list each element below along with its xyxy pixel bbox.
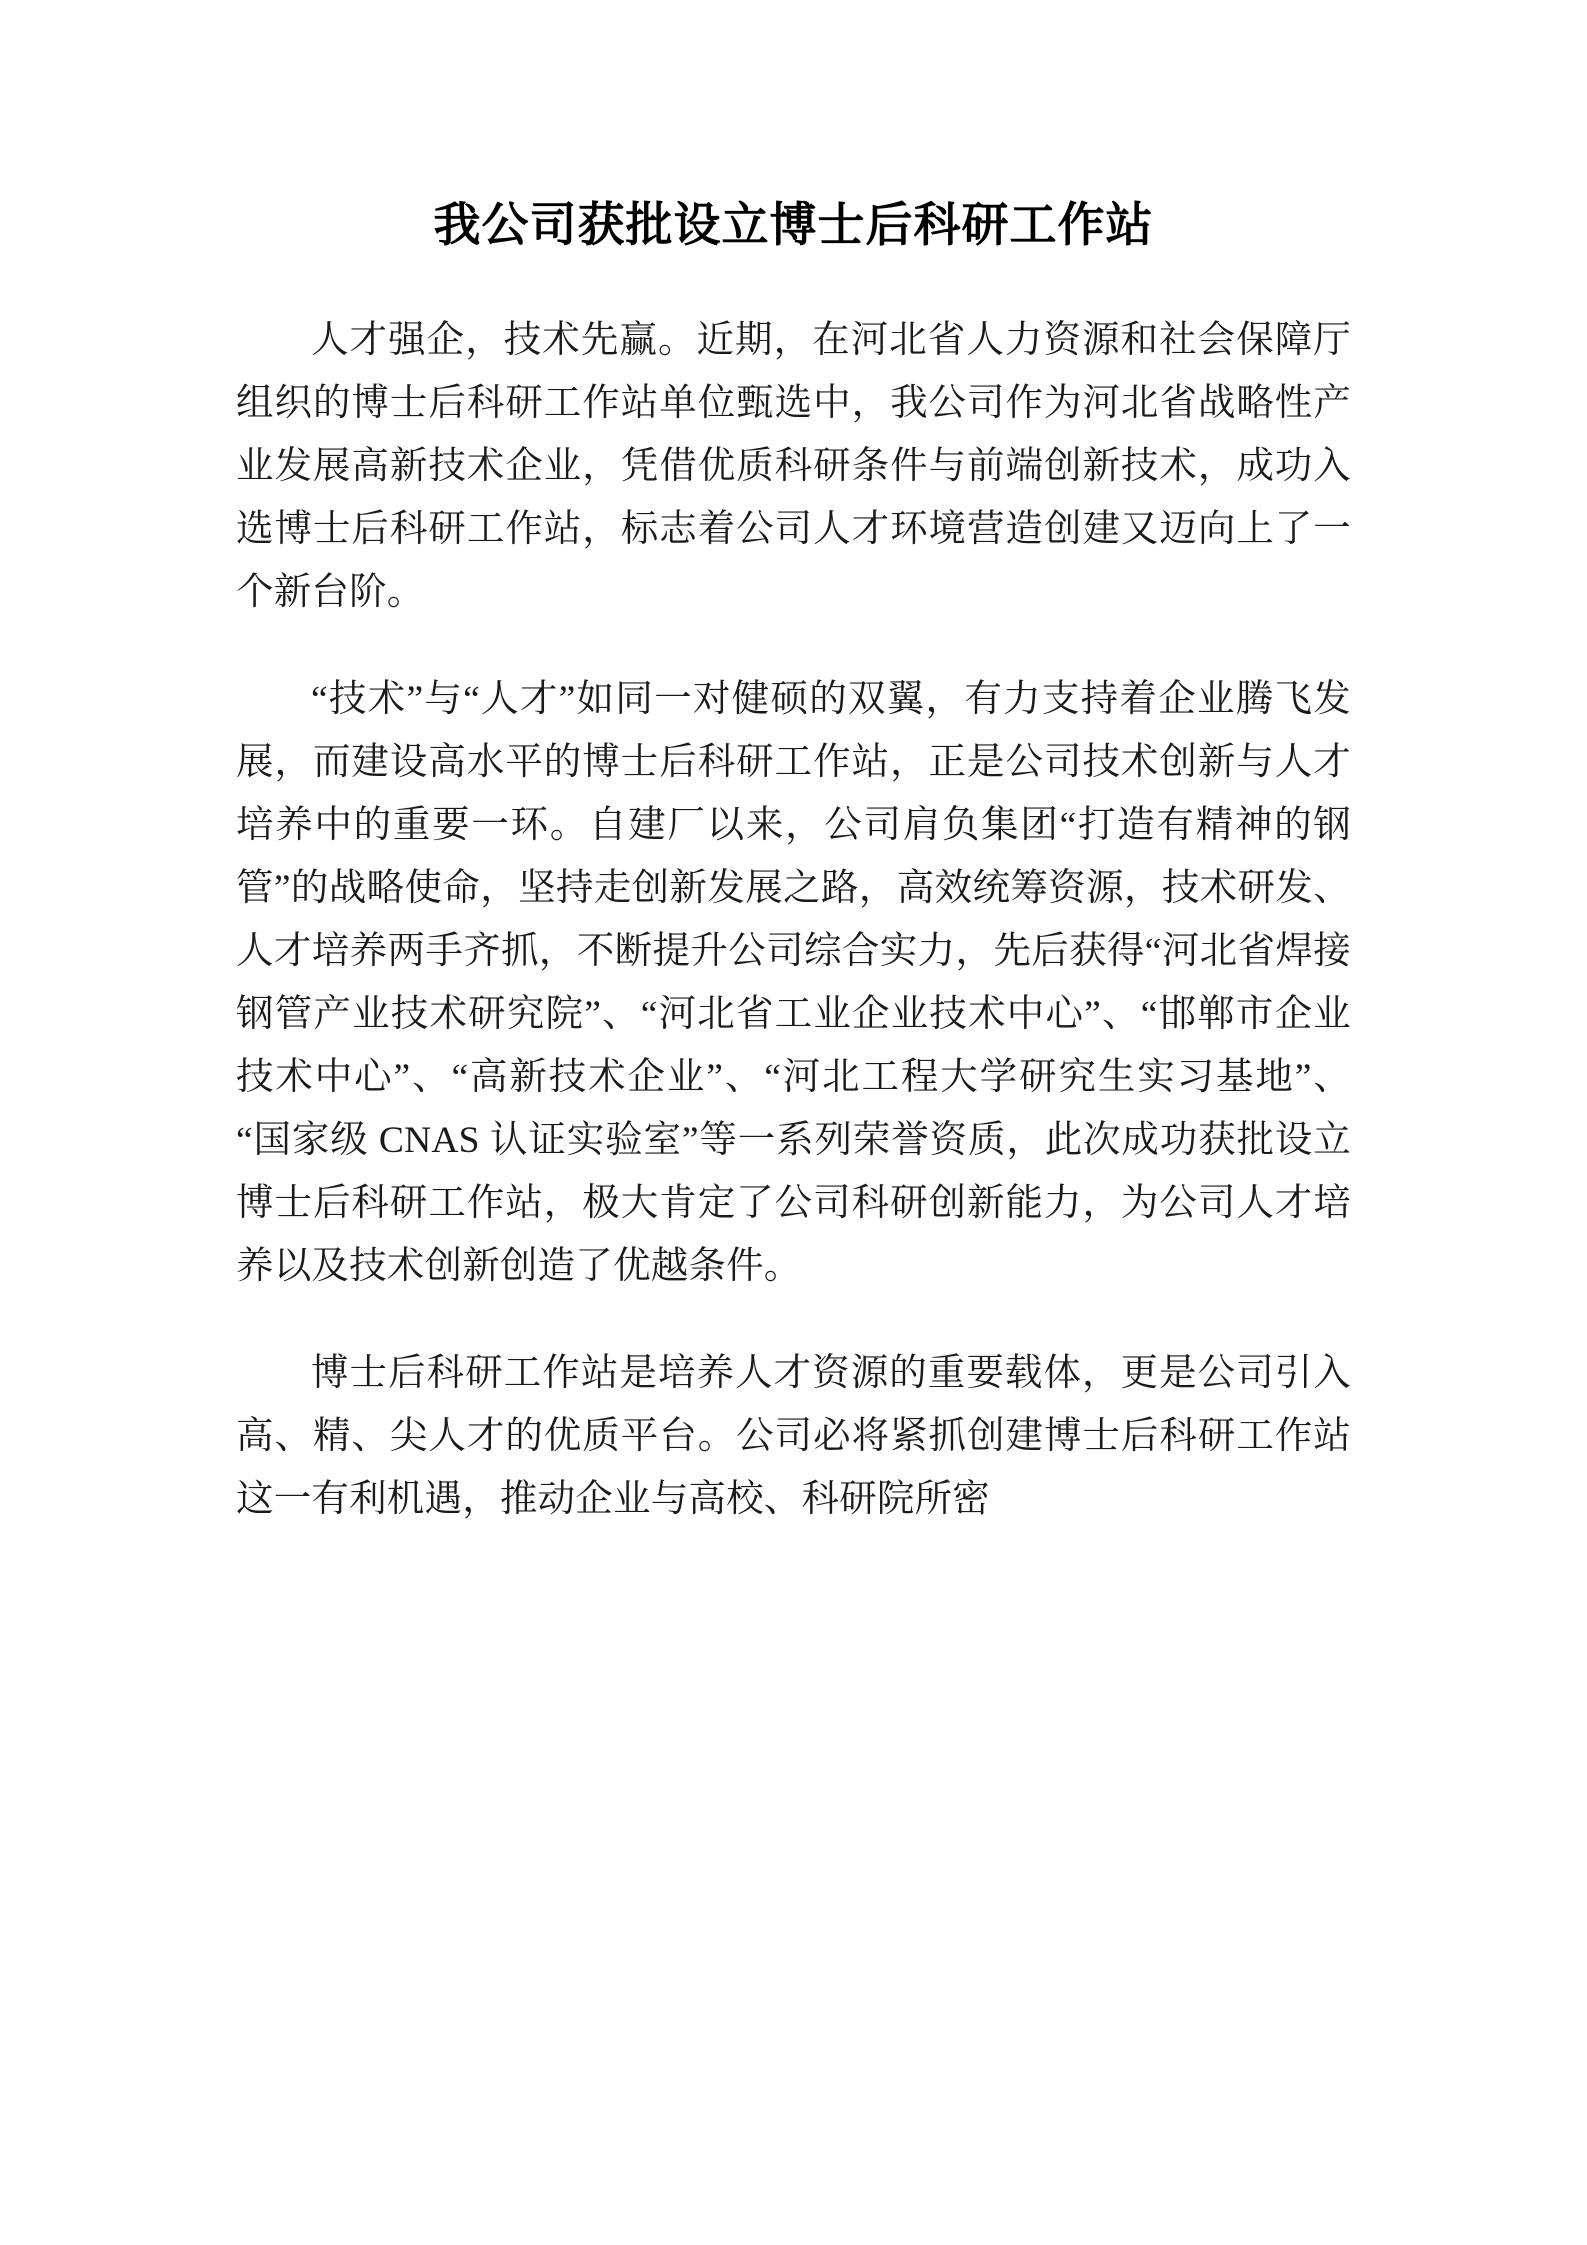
page-title: 我公司获批设立博士后科研工作站 (433, 200, 1154, 252)
paragraph-3: 博士后科研工作站是培养人才资源的重要载体，更是公司引入高、精、尖人才的优质平台。公司必将紧抓创建博士后科研工作站这一有利机遇，推动企业与高校、科研院所密 (236, 1353, 1351, 1521)
paragraph-2: “技术”与“人才”如同一对健硕的双翼，有力支持着企业腾飞发展，而建设高水平的博士后科研工作站，正是公司技术创新与人才培养中的重要一环。自建厂以来，公司肩负集团“打造有精神的钢管”的战略使命，坚持走创新发展之路，高效统筹资源，技术研发、人才培养两手齐抓，不断提升公司综合实力，先后获得“河北省焊接钢管产业技术研究院”、“河北省工业企业技术中心”、“邯郸市企业技术中心”、“高新技术企业”、“河北工程大学研究生实习基地”、“国家级 CNAS 认证实验室”等一系列荣誉资质，此次成功获批设立博士后科研工作站，极大肯定了公司科研创新能力，为公司人才培养以及技术创新创造了优越条件。 (236, 679, 1351, 1288)
document-body (236, 196, 1351, 1531)
paragraph-1: 人才强企，技术先赢。近期，在河北省人力资源和社会保障厅组织的博士后科研工作站单位甄选中，我公司作为河北省战略性产业发展高新技术企业，凭借优质科研条件与前端创新技术，成功入选博士后科研工作站，标志着公司人才环境营造创建又迈向上了一个新台阶。 (236, 320, 1351, 614)
